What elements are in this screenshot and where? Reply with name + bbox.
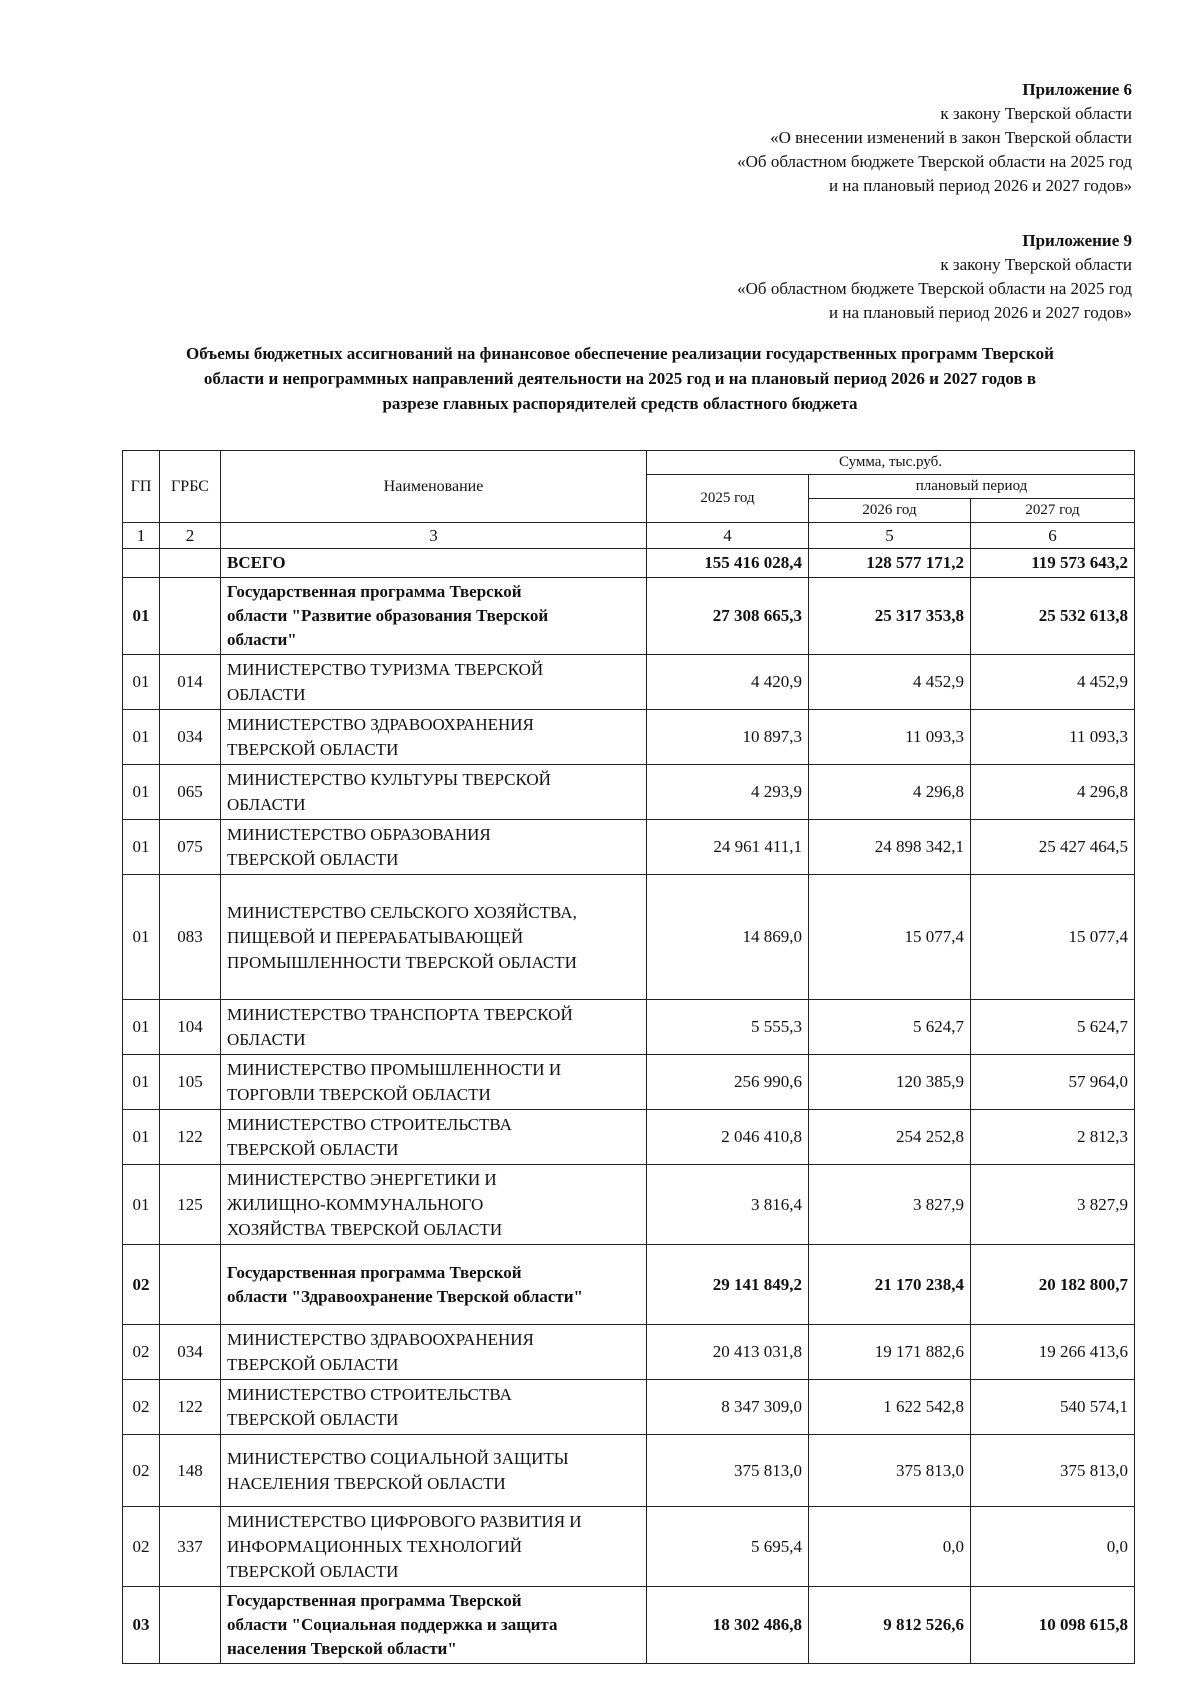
column-number: 4 — [647, 523, 809, 549]
amount-2025: 8 347 309,0 — [647, 1380, 809, 1435]
amount-2027: 0,0 — [971, 1507, 1135, 1587]
total-grbs-cell — [160, 549, 221, 578]
row-name-line: МИНИСТЕРСТВО ЗДРАВООХРАНЕНИЯ — [227, 1330, 534, 1349]
row-name-line: МИНИСТЕРСТВО ЗДРАВООХРАНЕНИЯ — [227, 715, 534, 734]
amount-2026: 21 170 238,4 — [809, 1245, 971, 1325]
row-name — [221, 655, 647, 710]
grbs-code: 075 — [160, 820, 221, 875]
row-name — [221, 765, 647, 820]
amount-2027: 25 532 613,8 — [971, 578, 1135, 655]
amount-2027: 25 427 464,5 — [971, 820, 1135, 875]
amount-2026: 254 252,8 — [809, 1110, 971, 1165]
amount-2025: 375 813,0 — [647, 1435, 809, 1507]
ministry-row — [123, 1325, 1135, 1380]
row-name-line: ХОЗЯЙСТВА ТВЕРСКОЙ ОБЛАСТИ — [227, 1220, 503, 1239]
amount-2025: 3 816,4 — [647, 1165, 809, 1245]
header-2025: 2025 год — [647, 475, 809, 523]
row-name — [221, 875, 647, 1000]
amount-2026: 25 317 353,8 — [809, 578, 971, 655]
ministry-row — [123, 1507, 1135, 1587]
gp-code: 01 — [123, 1110, 160, 1165]
amount-2026: 19 171 882,6 — [809, 1325, 971, 1380]
amount-2025: 27 308 665,3 — [647, 578, 809, 655]
row-name-line: ТОРГОВЛИ ТВЕРСКОЙ ОБЛАСТИ — [227, 1085, 491, 1104]
grbs-code: 122 — [160, 1380, 221, 1435]
row-name — [221, 1507, 647, 1587]
amount-2025: 4 420,9 — [647, 655, 809, 710]
row-name-line: ИНФОРМАЦИОННЫХ ТЕХНОЛОГИЙ — [227, 1537, 522, 1556]
row-name — [221, 1587, 647, 1664]
row-name — [221, 1000, 647, 1055]
grbs-code — [160, 1587, 221, 1664]
ministry-row — [123, 820, 1135, 875]
row-name-line: НАСЕЛЕНИЯ ТВЕРСКОЙ ОБЛАСТИ — [227, 1473, 506, 1493]
gp-code: 02 — [123, 1245, 160, 1325]
row-name-line: населения Тверской области" — [227, 1639, 457, 1658]
amount-2027: 20 182 800,7 — [971, 1245, 1135, 1325]
ministry-row — [123, 875, 1135, 1000]
budget-table — [122, 450, 1135, 1664]
gp-code: 01 — [123, 820, 160, 875]
row-name-line: ТВЕРСКОЙ ОБЛАСТИ — [227, 1355, 399, 1374]
gp-code: 02 — [123, 1325, 160, 1380]
ministry-row — [123, 710, 1135, 765]
annex-9-line: и на плановый период 2026 и 2027 годов» — [829, 303, 1132, 322]
amount-2026: 0,0 — [809, 1507, 971, 1587]
amount-2026: 1 622 542,8 — [809, 1380, 971, 1435]
amount-2027: 10 098 615,8 — [971, 1587, 1135, 1664]
row-name-line: МИНИСТЕРСТВО СТРОИТЕЛЬСТВА — [227, 1115, 512, 1134]
gp-code: 01 — [123, 710, 160, 765]
row-name — [221, 1245, 647, 1325]
gp-code: 01 — [123, 578, 160, 655]
grbs-code: 122 — [160, 1110, 221, 1165]
amount-2026: 4 452,9 — [809, 655, 971, 710]
row-name — [221, 1325, 647, 1380]
amount-2027: 3 827,9 — [971, 1165, 1135, 1245]
row-name-line: МИНИСТЕРСТВО ЭНЕРГЕТИКИ И — [227, 1170, 497, 1189]
grbs-code: 065 — [160, 765, 221, 820]
row-name-line: МИНИСТЕРСТВО СОЦИАЛЬНОЙ ЗАЩИТЫ — [227, 1448, 569, 1468]
header-planned-period: плановый период — [809, 475, 1135, 499]
amount-2027: 4 296,8 — [971, 765, 1135, 820]
total-2025: 155 416 028,4 — [647, 549, 809, 578]
amount-2025: 29 141 849,2 — [647, 1245, 809, 1325]
row-name-line: области "Развитие образования Тверской — [227, 606, 549, 625]
row-name-line: ТВЕРСКОЙ ОБЛАСТИ — [227, 1140, 399, 1159]
gp-code: 01 — [123, 655, 160, 710]
ministry-row — [123, 1110, 1135, 1165]
row-name-line: ОБЛАСТИ — [227, 1030, 306, 1049]
row-name — [221, 1110, 647, 1165]
amount-2026: 15 077,4 — [809, 875, 971, 1000]
row-name-line: МИНИСТЕРСТВО ОБРАЗОВАНИЯ — [227, 825, 491, 844]
total-label: ВСЕГО — [221, 549, 647, 578]
annex-6-header — [737, 78, 1132, 198]
grbs-code: 083 — [160, 875, 221, 1000]
amount-2025: 2 046 410,8 — [647, 1110, 809, 1165]
row-name-line: ТВЕРСКОЙ ОБЛАСТИ — [227, 740, 399, 759]
gp-code: 02 — [123, 1380, 160, 1435]
amount-2027: 15 077,4 — [971, 875, 1135, 1000]
row-name-line: области" — [227, 630, 297, 649]
annex-9-title: Приложение 9 — [1022, 231, 1132, 250]
amount-2025: 10 897,3 — [647, 710, 809, 765]
gp-code: 01 — [123, 1165, 160, 1245]
row-name — [221, 1435, 647, 1507]
column-number: 2 — [160, 523, 221, 549]
document-title — [110, 341, 1130, 416]
ministry-row — [123, 655, 1135, 710]
row-name-line: ЖИЛИЩНО-КОММУНАЛЬНОГО — [227, 1195, 484, 1214]
annex-6-line: «Об областном бюджете Тверской области на 2025 год — [737, 152, 1132, 171]
ministry-row — [123, 1000, 1135, 1055]
amount-2027: 4 452,9 — [971, 655, 1135, 710]
row-name-line: области "Здравоохранение Тверской области" — [227, 1286, 583, 1306]
column-number: 1 — [123, 523, 160, 549]
row-name-line: МИНИСТЕРСТВО ТУРИЗМА ТВЕРСКОЙ — [227, 660, 544, 679]
total-2027: 119 573 643,2 — [971, 549, 1135, 578]
ministry-row — [123, 1055, 1135, 1110]
document-title-line: разрезе главных распорядителей средств областного бюджета — [382, 394, 858, 413]
row-name-line: ПИЩЕВОЙ И ПЕРЕРАБАТЫВАЮЩЕЙ — [227, 927, 524, 947]
header-2026: 2026 год — [809, 499, 971, 523]
grbs-code: 125 — [160, 1165, 221, 1245]
amount-2026: 11 093,3 — [809, 710, 971, 765]
grbs-code: 148 — [160, 1435, 221, 1507]
column-number-row — [123, 523, 1135, 549]
program-row — [123, 1245, 1135, 1325]
grbs-code: 104 — [160, 1000, 221, 1055]
amount-2026: 120 385,9 — [809, 1055, 971, 1110]
amount-2027: 540 574,1 — [971, 1380, 1135, 1435]
amount-2027: 19 266 413,6 — [971, 1325, 1135, 1380]
header-gp: ГП — [123, 451, 160, 523]
grbs-code: 337 — [160, 1507, 221, 1587]
gp-code: 01 — [123, 1000, 160, 1055]
gp-code: 02 — [123, 1435, 160, 1507]
amount-2025: 5 695,4 — [647, 1507, 809, 1587]
column-number: 5 — [809, 523, 971, 549]
annex-6-line: «О внесении изменений в закон Тверской области — [770, 128, 1132, 147]
row-name-line: ОБЛАСТИ — [227, 795, 306, 814]
row-name — [221, 1165, 647, 1245]
gp-code: 02 — [123, 1507, 160, 1587]
amount-2027: 11 093,3 — [971, 710, 1135, 765]
gp-code: 01 — [123, 875, 160, 1000]
amount-2027: 375 813,0 — [971, 1435, 1135, 1507]
amount-2026: 24 898 342,1 — [809, 820, 971, 875]
budget-table-body — [123, 523, 1135, 1664]
grbs-code — [160, 578, 221, 655]
row-name-line: ОБЛАСТИ — [227, 685, 306, 704]
ministry-row — [123, 1165, 1135, 1245]
column-number: 3 — [221, 523, 647, 549]
grbs-code: 014 — [160, 655, 221, 710]
annex-6-line: к закону Тверской области — [940, 104, 1132, 123]
annex-9-header — [737, 229, 1132, 325]
row-name — [221, 820, 647, 875]
document-title-line: Объемы бюджетных ассигнований на финансовое обеспечение реализации государственных программ Тверской — [186, 344, 1054, 363]
row-name-line: ТВЕРСКОЙ ОБЛАСТИ — [227, 850, 399, 869]
program-row — [123, 1587, 1135, 1664]
total-2026: 128 577 171,2 — [809, 549, 971, 578]
row-name-line: области "Социальная поддержка и защита — [227, 1615, 558, 1634]
row-name — [221, 1055, 647, 1110]
ministry-row — [123, 1380, 1135, 1435]
row-name-line: ТВЕРСКОЙ ОБЛАСТИ — [227, 1410, 399, 1429]
row-name-line: МИНИСТЕРСТВО ЦИФРОВОГО РАЗВИТИЯ И — [227, 1512, 582, 1531]
row-name-line: МИНИСТЕРСТВО КУЛЬТУРЫ ТВЕРСКОЙ — [227, 770, 551, 789]
amount-2025: 14 869,0 — [647, 875, 809, 1000]
amount-2027: 2 812,3 — [971, 1110, 1135, 1165]
row-name-line: Государственная программа Тверской — [227, 1591, 522, 1610]
header-grbs: ГРБС — [160, 451, 221, 523]
amount-2025: 5 555,3 — [647, 1000, 809, 1055]
grbs-code — [160, 1245, 221, 1325]
document-title-line: области и непрограммных направлений деятельности на 2025 год и на плановый период 2026 и 2027 годов в — [203, 369, 1037, 388]
ministry-row — [123, 1435, 1135, 1507]
row-name-line: Государственная программа Тверской — [227, 1262, 522, 1282]
annex-6-title: Приложение 6 — [1022, 80, 1132, 99]
ministry-row — [123, 765, 1135, 820]
row-name-line: Государственная программа Тверской — [227, 582, 522, 601]
gp-code: 01 — [123, 1055, 160, 1110]
header-name: Наименование — [221, 451, 647, 523]
grbs-code: 034 — [160, 1325, 221, 1380]
header-sum: Сумма, тыс.руб. — [647, 451, 1135, 475]
annex-6-line: и на плановый период 2026 и 2027 годов» — [829, 176, 1132, 195]
program-row — [123, 578, 1135, 655]
amount-2026: 5 624,7 — [809, 1000, 971, 1055]
gp-code: 01 — [123, 765, 160, 820]
row-name-line: ПРОМЫШЛЕННОСТИ ТВЕРСКОЙ ОБЛАСТИ — [227, 952, 577, 972]
amount-2025: 4 293,9 — [647, 765, 809, 820]
amount-2025: 20 413 031,8 — [647, 1325, 809, 1380]
row-name-line: МИНИСТЕРСТВО СТРОИТЕЛЬСТВА — [227, 1385, 512, 1404]
amount-2025: 256 990,6 — [647, 1055, 809, 1110]
amount-2026: 3 827,9 — [809, 1165, 971, 1245]
annex-9-line: к закону Тверской области — [940, 255, 1132, 274]
grbs-code: 034 — [160, 710, 221, 765]
grbs-code: 105 — [160, 1055, 221, 1110]
gp-code: 03 — [123, 1587, 160, 1664]
row-name-line: МИНИСТЕРСТВО ТРАНСПОРТА ТВЕРСКОЙ — [227, 1005, 573, 1024]
annex-9-line: «Об областном бюджете Тверской области на 2025 год — [737, 279, 1132, 298]
row-name — [221, 710, 647, 765]
total-row — [123, 549, 1135, 578]
row-name-line: ТВЕРСКОЙ ОБЛАСТИ — [227, 1562, 399, 1581]
total-gp-cell — [123, 549, 160, 578]
amount-2025: 18 302 486,8 — [647, 1587, 809, 1664]
header-2027: 2027 год — [971, 499, 1135, 523]
amount-2025: 24 961 411,1 — [647, 820, 809, 875]
amount-2026: 9 812 526,6 — [809, 1587, 971, 1664]
row-name-line: МИНИСТЕРСТВО СЕЛЬСКОГО ХОЗЯЙСТВА, — [227, 902, 577, 922]
row-name — [221, 1380, 647, 1435]
column-number: 6 — [971, 523, 1135, 549]
amount-2026: 375 813,0 — [809, 1435, 971, 1507]
amount-2027: 57 964,0 — [971, 1055, 1135, 1110]
row-name-line: МИНИСТЕРСТВО ПРОМЫШЛЕННОСТИ И — [227, 1060, 562, 1079]
row-name — [221, 578, 647, 655]
amount-2026: 4 296,8 — [809, 765, 971, 820]
amount-2027: 5 624,7 — [971, 1000, 1135, 1055]
